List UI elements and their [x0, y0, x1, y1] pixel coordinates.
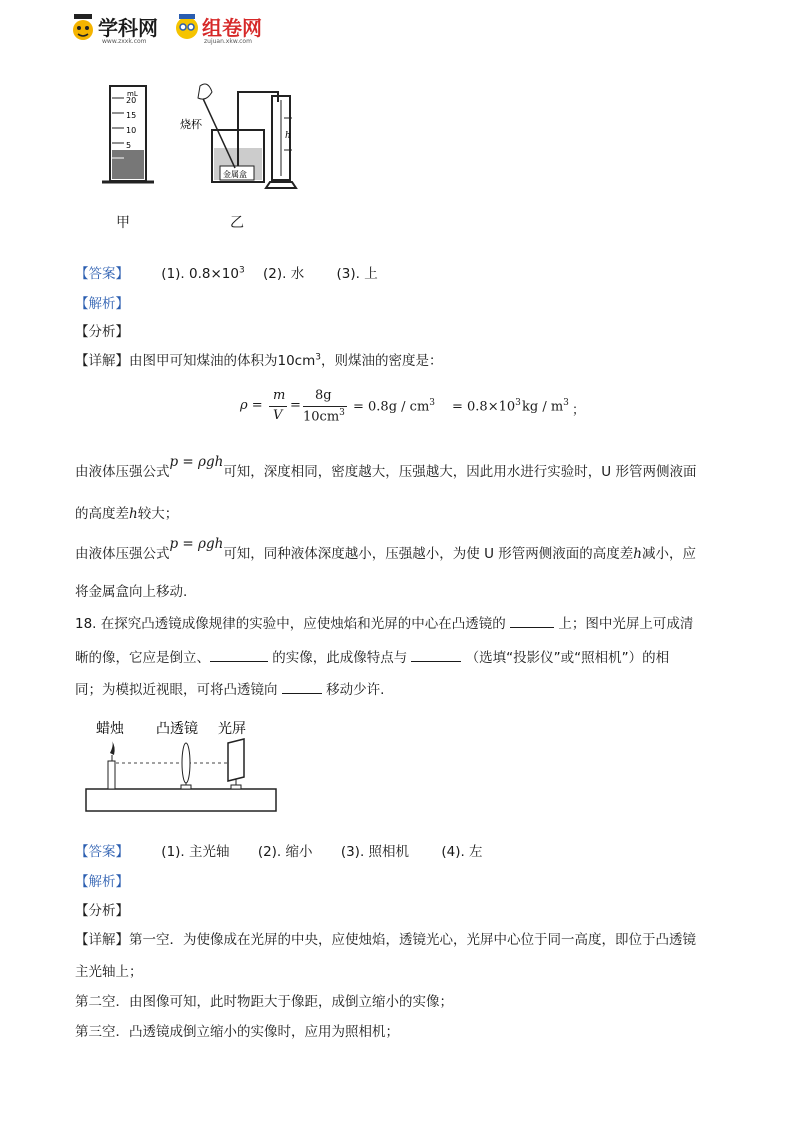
convex-lens	[181, 743, 191, 789]
u-tube	[266, 96, 296, 188]
logo1-sub: www.zxxk.com	[102, 38, 147, 45]
q17-jiexi-tag: 【解析】	[75, 296, 129, 312]
q17-detail-line1: 【详解】由图甲可知煤油的体积为$10cm^3$，则煤油的密度是：	[75, 352, 443, 369]
beaker-label: 烧杯	[180, 118, 202, 131]
q18-line1: 18. 在探究凸透镜成像规律的实验中，应使烛焰和光屏的中心在凸透镜的 上；图中光屏上可成清	[75, 616, 694, 632]
logo1-text: 学科网	[98, 16, 158, 40]
cyl-tick-15: 15	[126, 111, 137, 120]
lens-label: 凸透镜	[156, 721, 198, 737]
fig-label-jia: 甲	[116, 215, 130, 231]
q18-line3: 同；为模拟近视眼，可将凸透镜向 移动少许.	[75, 682, 385, 698]
logo2-sub: zujuan.xkw.com	[204, 38, 252, 45]
q17-detail-line2: 由液体压强公式p = ρgh可知，深度相同，密度越大，压强越大，因此用水进行实验时，U 形管两侧液面	[75, 454, 697, 480]
answer-tag: 【答案】	[75, 844, 129, 860]
answer-item-3: (3). 照相机	[340, 844, 410, 860]
candle	[108, 741, 115, 789]
cyl-tick-5: 5	[126, 141, 132, 150]
answer-item-2: (2). 缩小	[257, 844, 313, 860]
q17-answer-line	[75, 262, 378, 282]
figure-cylinder-utube	[100, 78, 340, 198]
answer-item-2: (2). 水	[263, 266, 305, 282]
q17-detail-line4: 由液体压强公式p = ρgh可知，同种液体深度越小，压强越小，为使 U 形管两侧液面的高度差h减小，应	[75, 536, 696, 562]
xuekewang-logo-icon	[70, 10, 96, 44]
q17-detail-line3: 的高度差h较大；	[75, 506, 179, 522]
q18-fenxi-tag: 【分析】	[75, 903, 129, 919]
q18-answer-line	[75, 840, 483, 860]
box-label: 金属盒	[223, 170, 247, 179]
answer-item-3: (3). 上	[336, 266, 378, 282]
q17-detail-line5: 将金属盒向上移动.	[75, 584, 188, 600]
logo2-text: 组卷网	[202, 16, 262, 40]
figure-optical-bench	[82, 715, 292, 815]
fig-label-yi: 乙	[230, 215, 244, 231]
q18-line2: 晰的像，它应是倒立、 的实像，此成像特点与 （选填“投影仪”或“照相机”）的相	[75, 650, 670, 666]
screen-label: 光屏	[218, 721, 246, 737]
q18-jiexi-tag: 【解析】	[75, 874, 129, 890]
answer-item-1: (1). 主光轴	[161, 844, 230, 860]
h-label: h	[285, 131, 291, 141]
cyl-tick-10: 10	[126, 126, 137, 135]
q17-fenxi-tag: 【分析】	[75, 324, 129, 340]
q18-detail-line2: 主光轴上；	[75, 964, 143, 980]
q18-detail-line4: 第三空．凸透镜成倒立缩小的实像时，应用为照相机；	[75, 1024, 399, 1040]
q18-detail-line3: 第二空．由图像可知，此时物距大于像距，成倒立缩小的实像；	[75, 994, 453, 1010]
beaker	[198, 84, 264, 182]
answer-item-4: (4). 左	[441, 844, 483, 860]
answer-tag: 【答案】	[75, 266, 129, 282]
cyl-tick-20: 20	[126, 96, 137, 105]
candle-label: 蜡烛	[96, 721, 124, 737]
zujuanwang-logo-icon	[174, 10, 200, 44]
answer-item-1: (1). $0.8\times 10^3$	[161, 265, 245, 282]
q18-detail-line1: 【详解】第一空．为使像成在光屏的中央，应使烛焰，透镜光心，光屏中心位于同一高度，即位于凸透镜	[75, 932, 696, 948]
light-screen	[228, 739, 244, 789]
header-logos	[70, 8, 310, 48]
cyl-unit: mL	[127, 90, 138, 98]
